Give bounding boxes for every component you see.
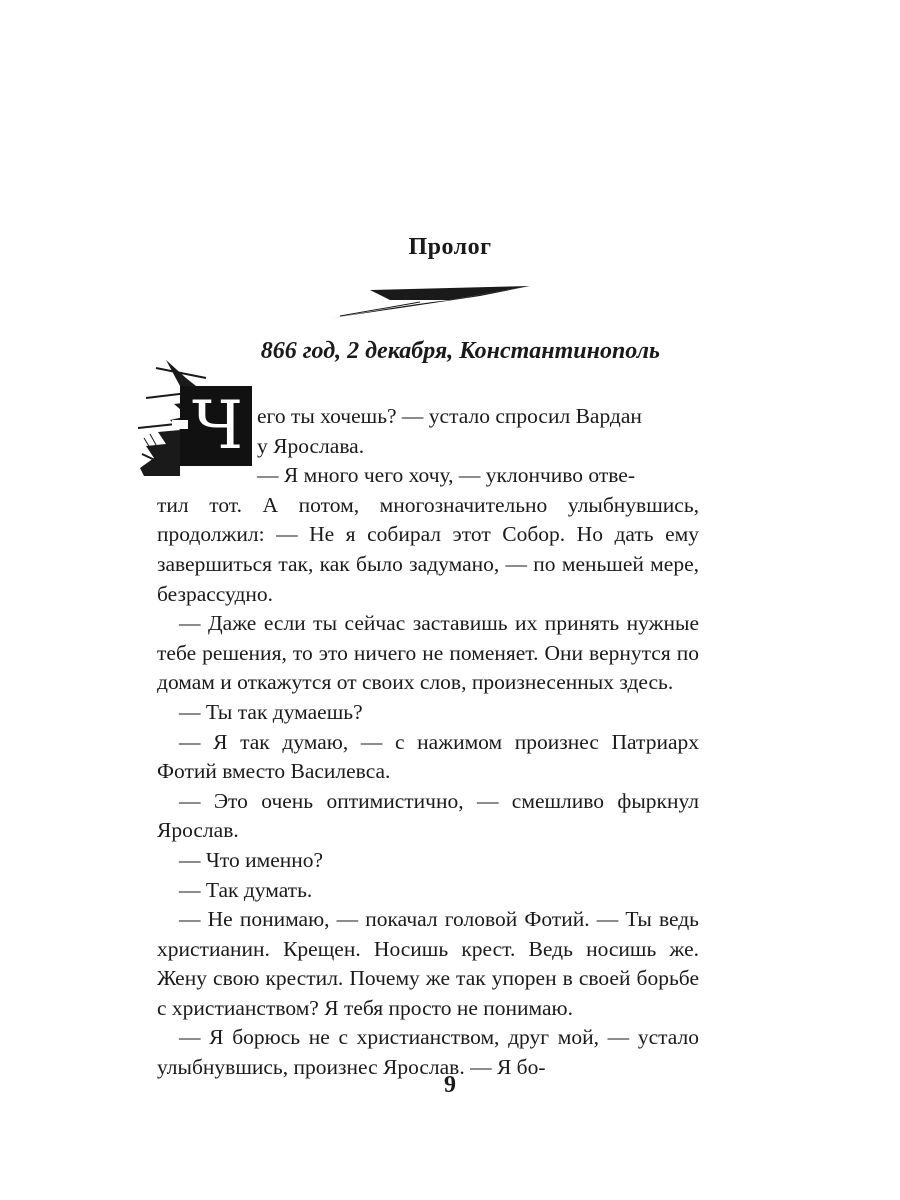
text-line: — Я много чего хочу, — уклончиво отве- [257,463,636,488]
section-heading-text: 866 год, 2 декабря, Константинополь [260,338,660,364]
paragraph: — Это очень оптимистично, — смешливо фыркнул Ярослав. [157,788,699,843]
paragraph-text: тил тот. А потом, многозначительно улыбнувшись, продолжил: — Не я собирал этот Собор. Но дать ему завершиться так, как было задумано, — по меньшей мере, безрассудно. [157,492,699,606]
paragraph: — Ты так думаешь? [179,699,363,724]
paragraph: — Даже если ты сейчас заставишь их принять нужные тебе решения, то это ничего не поменяет. Они вернутся по домам и откажутся от своих слов, произнесенных здесь. [157,611,699,695]
paragraph [157,402,699,609]
brush-stroke-ornament [330,282,540,322]
text-line: у Ярослава. [257,433,365,458]
text-line: его ты хочешь? — устало спросил Вардан [257,404,642,428]
chapter-title: Пролог [408,234,492,260]
section-heading [0,338,860,365]
paragraph: — Так думать. [179,877,313,902]
body-text [157,402,699,1083]
paragraph: — Не понимаю, — покачал головой Фотий. — Ты ведь христианин. Крещен. Носишь крест. Ведь носишь же. Жену свою крестил. Почему же так упорен в своей борьбе с христианством? Я тебя просто не понимаю. [157,907,699,1020]
dropcap-letter: Ч [192,387,244,464]
paragraph: — Что именно? [179,847,324,872]
paragraph: — Я борюсь не с христианством, друг мой, — устало улыбнувшись, произнес Ярослав. — Я бо- [157,1025,699,1080]
page-number: 9 [444,1072,456,1098]
paragraph: — Я так думаю, — с нажимом произнес Патриарх Фотий вместо Василевса. [157,729,699,784]
